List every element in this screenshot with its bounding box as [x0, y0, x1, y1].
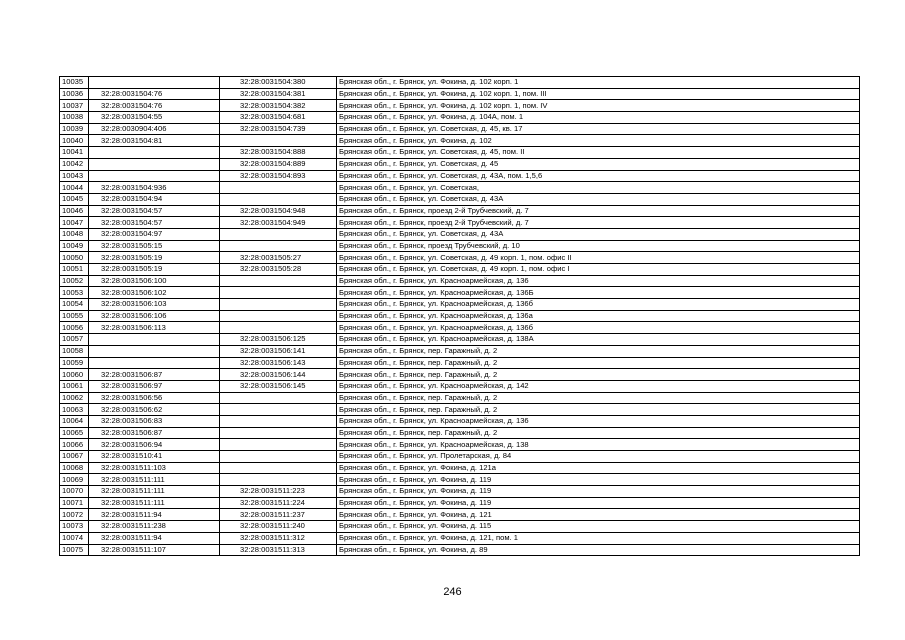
table-row — [60, 77, 860, 89]
address-cell: Брянская обл., г. Брянск, ул. Советская, д. 43А — [337, 228, 860, 240]
table-row — [60, 521, 860, 533]
parent-cadastral-number-cell: 32:28:0031506:87 — [89, 369, 220, 381]
row-number-cell: 10037 — [60, 100, 89, 112]
parent-cadastral-number-cell: 32:28:0031506:100 — [89, 275, 220, 287]
cadastral-number-cell — [220, 240, 337, 252]
parent-cadastral-number-cell: 32:28:0031511:238 — [89, 521, 220, 533]
cadastral-number-cell: 32:28:0031504:380 — [220, 77, 337, 89]
cadastral-number-cell: 32:28:0031506:125 — [220, 334, 337, 346]
row-number-cell: 10059 — [60, 357, 89, 369]
table-row — [60, 123, 860, 135]
table-row — [60, 404, 860, 416]
address-cell: Брянская обл., г. Брянск, ул. Пролетарская, д. 84 — [337, 451, 860, 463]
cadastral-number-cell: 32:28:0031504:381 — [220, 88, 337, 100]
parent-cadastral-number-cell: 32:28:0031504:57 — [89, 217, 220, 229]
row-number-cell: 10052 — [60, 275, 89, 287]
address-cell: Брянская обл., г. Брянск, ул. Советская, д. 45, кв. 17 — [337, 123, 860, 135]
cadastral-number-cell: 32:28:0031506:145 — [220, 380, 337, 392]
address-cell: Брянская обл., г. Брянск, ул. Фокина, д. 102 корп. 1, пом. IV — [337, 100, 860, 112]
table-row — [60, 357, 860, 369]
parent-cadastral-number-cell — [89, 147, 220, 159]
table-row — [60, 205, 860, 217]
address-cell: Брянская обл., г. Брянск, пер. Гаражный, д. 2 — [337, 357, 860, 369]
cadastral-number-cell: 32:28:0031511:237 — [220, 509, 337, 521]
address-cell: Брянская обл., г. Брянск, ул. Фокина, д. 102 корп. 1 — [337, 77, 860, 89]
parent-cadastral-number-cell: 32:28:0031504:76 — [89, 88, 220, 100]
row-number-cell: 10074 — [60, 532, 89, 544]
parent-cadastral-number-cell: 32:28:0031511:111 — [89, 486, 220, 498]
table-row — [60, 264, 860, 276]
parent-cadastral-number-cell: 32:28:0031504:94 — [89, 193, 220, 205]
row-number-cell: 10067 — [60, 451, 89, 463]
address-cell: Брянская обл., г. Брянск, ул. Советская, д. 43А — [337, 193, 860, 205]
address-cell: Брянская обл., г. Брянск, ул. Красноармейская, д. 136а — [337, 310, 860, 322]
row-number-cell: 10042 — [60, 158, 89, 170]
parent-cadastral-number-cell: 32:28:0031504:55 — [89, 112, 220, 124]
row-number-cell: 10047 — [60, 217, 89, 229]
cadastral-number-cell — [220, 322, 337, 334]
parent-cadastral-number-cell: 32:28:0031506:83 — [89, 415, 220, 427]
row-number-cell: 10051 — [60, 264, 89, 276]
table-row — [60, 345, 860, 357]
table-row — [60, 474, 860, 486]
address-cell: Брянская обл., г. Брянск, ул. Фокина, д. 102 — [337, 135, 860, 147]
parent-cadastral-number-cell: 32:28:0031511:111 — [89, 497, 220, 509]
row-number-cell: 10044 — [60, 182, 89, 194]
address-cell: Брянская обл., г. Брянск, ул. Красноармейская, д. 138 — [337, 439, 860, 451]
address-cell: Брянская обл., г. Брянск, проезд 2-й Трубчевский, д. 7 — [337, 205, 860, 217]
row-number-cell: 10063 — [60, 404, 89, 416]
table-row — [60, 228, 860, 240]
parent-cadastral-number-cell — [89, 77, 220, 89]
row-number-cell: 10062 — [60, 392, 89, 404]
table-row — [60, 310, 860, 322]
address-cell: Брянская обл., г. Брянск, ул. Красноармейская, д. 136 — [337, 275, 860, 287]
address-cell: Брянская обл., г. Брянск, ул. Советская, д. 49 корп. 1, пом. офис II — [337, 252, 860, 264]
cadastral-number-cell: 32:28:0031504:889 — [220, 158, 337, 170]
parent-cadastral-number-cell: 32:28:0031506:62 — [89, 404, 220, 416]
table-row — [60, 252, 860, 264]
row-number-cell: 10068 — [60, 462, 89, 474]
table-row — [60, 439, 860, 451]
cadastral-number-cell: 32:28:0031506:143 — [220, 357, 337, 369]
row-number-cell: 10071 — [60, 497, 89, 509]
address-cell: Брянская обл., г. Брянск, ул. Фокина, д. 121 — [337, 509, 860, 521]
cadastral-number-cell — [220, 427, 337, 439]
table-row — [60, 322, 860, 334]
address-cell: Брянская обл., г. Брянск, ул. Красноармейская, д. 136Б — [337, 287, 860, 299]
address-cell: Брянская обл., г. Брянск, ул. Фокина, д. 102 корп. 1, пом. III — [337, 88, 860, 100]
cadastral-number-cell: 32:28:0031506:141 — [220, 345, 337, 357]
row-number-cell: 10070 — [60, 486, 89, 498]
table-row — [60, 275, 860, 287]
parent-cadastral-number-cell: 32:28:0031511:94 — [89, 532, 220, 544]
parent-cadastral-number-cell: 32:28:0031506:97 — [89, 380, 220, 392]
row-number-cell: 10058 — [60, 345, 89, 357]
table-row — [60, 509, 860, 521]
cadastral-number-cell: 32:28:0031511:223 — [220, 486, 337, 498]
row-number-cell: 10036 — [60, 88, 89, 100]
cadastral-number-cell: 32:28:0031511:313 — [220, 544, 337, 556]
row-number-cell: 10065 — [60, 427, 89, 439]
table-row — [60, 415, 860, 427]
cadastral-number-cell: 32:28:0031504:893 — [220, 170, 337, 182]
address-cell: Брянская обл., г. Брянск, ул. Красноармейская, д. 142 — [337, 380, 860, 392]
row-number-cell: 10035 — [60, 77, 89, 89]
parent-cadastral-number-cell: 32:28:0031511:94 — [89, 509, 220, 521]
parent-cadastral-number-cell: 32:28:0031504:57 — [89, 205, 220, 217]
cadastral-number-cell — [220, 182, 337, 194]
cadastral-number-cell — [220, 462, 337, 474]
row-number-cell: 10064 — [60, 415, 89, 427]
address-cell: Брянская обл., г. Брянск, пер. Гаражный, д. 2 — [337, 345, 860, 357]
cadastral-number-cell: 32:28:0031504:382 — [220, 100, 337, 112]
address-cell: Брянская обл., г. Брянск, ул. Фокина, д. 121а — [337, 462, 860, 474]
row-number-cell: 10075 — [60, 544, 89, 556]
address-cell: Брянская обл., г. Брянск, ул. Фокина, д. 104А, пом. 1 — [337, 112, 860, 124]
parent-cadastral-number-cell: 32:28:0031504:97 — [89, 228, 220, 240]
cadastral-number-cell: 32:28:0031505:28 — [220, 264, 337, 276]
table-row — [60, 462, 860, 474]
table-row — [60, 486, 860, 498]
table-row — [60, 217, 860, 229]
parent-cadastral-number-cell: 32:28:0031506:87 — [89, 427, 220, 439]
table-row — [60, 287, 860, 299]
address-cell: Брянская обл., г. Брянск, пер. Гаражный, д. 2 — [337, 427, 860, 439]
row-number-cell: 10056 — [60, 322, 89, 334]
row-number-cell: 10060 — [60, 369, 89, 381]
table-row — [60, 170, 860, 182]
cadastral-number-cell — [220, 228, 337, 240]
cadastral-number-cell: 32:28:0031511:224 — [220, 497, 337, 509]
table-row — [60, 135, 860, 147]
row-number-cell: 10054 — [60, 299, 89, 311]
address-cell: Брянская обл., г. Брянск, ул. Советская, д. 49 корп. 1, пом. офис I — [337, 264, 860, 276]
row-number-cell: 10048 — [60, 228, 89, 240]
table-row — [60, 299, 860, 311]
cadastral-number-cell — [220, 310, 337, 322]
table-row — [60, 451, 860, 463]
table-row — [60, 497, 860, 509]
cadastral-number-cell: 32:28:0031504:681 — [220, 112, 337, 124]
parent-cadastral-number-cell — [89, 357, 220, 369]
row-number-cell: 10041 — [60, 147, 89, 159]
table-row — [60, 334, 860, 346]
address-cell: Брянская обл., г. Брянск, ул. Советская, — [337, 182, 860, 194]
address-cell: Брянская обл., г. Брянск, проезд 2-й Трубчевский, д. 7 — [337, 217, 860, 229]
table-row — [60, 88, 860, 100]
row-number-cell: 10046 — [60, 205, 89, 217]
cadastral-number-cell: 32:28:0031505:27 — [220, 252, 337, 264]
cadastral-number-cell: 32:28:0031511:312 — [220, 532, 337, 544]
address-cell: Брянская обл., г. Брянск, ул. Фокина, д. 89 — [337, 544, 860, 556]
row-number-cell: 10050 — [60, 252, 89, 264]
table-row — [60, 532, 860, 544]
table-row — [60, 193, 860, 205]
table-row — [60, 544, 860, 556]
table-row — [60, 158, 860, 170]
cadastral-number-cell — [220, 287, 337, 299]
row-number-cell: 10053 — [60, 287, 89, 299]
row-number-cell: 10061 — [60, 380, 89, 392]
table-row — [60, 182, 860, 194]
parent-cadastral-number-cell: 32:28:0031505:19 — [89, 252, 220, 264]
parent-cadastral-number-cell: 32:28:0031505:15 — [89, 240, 220, 252]
cadastral-number-cell — [220, 135, 337, 147]
cadastral-table — [59, 76, 860, 556]
row-number-cell: 10066 — [60, 439, 89, 451]
cadastral-number-cell — [220, 474, 337, 486]
address-cell: Брянская обл., г. Брянск, ул. Советская, д. 45, пом. II — [337, 147, 860, 159]
cadastral-number-cell — [220, 299, 337, 311]
parent-cadastral-number-cell: 32:28:0031504:936 — [89, 182, 220, 194]
cadastral-number-cell — [220, 439, 337, 451]
address-cell: Брянская обл., г. Брянск, ул. Советская, д. 43А, пом. 1,5,6 — [337, 170, 860, 182]
row-number-cell: 10038 — [60, 112, 89, 124]
parent-cadastral-number-cell: 32:28:0031506:102 — [89, 287, 220, 299]
table-row — [60, 369, 860, 381]
row-number-cell: 10049 — [60, 240, 89, 252]
cadastral-number-cell: 32:28:0031504:739 — [220, 123, 337, 135]
row-number-cell: 10069 — [60, 474, 89, 486]
cadastral-number-cell — [220, 275, 337, 287]
page-number: 246 — [443, 586, 462, 598]
address-cell: Брянская обл., г. Брянск, ул. Фокина, д. 119 — [337, 486, 860, 498]
address-cell: Брянская обл., г. Брянск, пер. Гаражный, д. 2 — [337, 369, 860, 381]
cadastral-number-cell — [220, 193, 337, 205]
cadastral-number-cell — [220, 392, 337, 404]
address-cell: Брянская обл., г. Брянск, ул. Советская, д. 45 — [337, 158, 860, 170]
address-cell: Брянская обл., г. Брянск, ул. Красноармейская, д. 136б — [337, 299, 860, 311]
parent-cadastral-number-cell: 32:28:0031511:107 — [89, 544, 220, 556]
address-cell: Брянская обл., г. Брянск, ул. Фокина, д. 119 — [337, 497, 860, 509]
address-cell: Брянская обл., г. Брянск, ул. Красноармейская, д. 136б — [337, 322, 860, 334]
table-row — [60, 380, 860, 392]
parent-cadastral-number-cell: 32:28:0031511:111 — [89, 474, 220, 486]
parent-cadastral-number-cell: 32:28:0031506:94 — [89, 439, 220, 451]
address-cell: Брянская обл., г. Брянск, ул. Фокина, д. 115 — [337, 521, 860, 533]
cadastral-number-cell: 32:28:0031506:144 — [220, 369, 337, 381]
cadastral-number-cell — [220, 415, 337, 427]
cadastral-number-cell: 32:28:0031504:948 — [220, 205, 337, 217]
table-row — [60, 100, 860, 112]
table-body — [60, 77, 860, 556]
parent-cadastral-number-cell: 32:28:0031506:113 — [89, 322, 220, 334]
parent-cadastral-number-cell — [89, 170, 220, 182]
address-cell: Брянская обл., г. Брянск, пер. Гаражный, д. 2 — [337, 404, 860, 416]
table-row — [60, 147, 860, 159]
row-number-cell: 10045 — [60, 193, 89, 205]
address-cell: Брянская обл., г. Брянск, проезд Трубчевский, д. 10 — [337, 240, 860, 252]
cadastral-number-cell: 32:28:0031511:240 — [220, 521, 337, 533]
row-number-cell: 10039 — [60, 123, 89, 135]
cadastral-number-cell — [220, 451, 337, 463]
parent-cadastral-number-cell — [89, 345, 220, 357]
parent-cadastral-number-cell: 32:28:0031504:81 — [89, 135, 220, 147]
row-number-cell: 10057 — [60, 334, 89, 346]
parent-cadastral-number-cell: 32:28:0031511:103 — [89, 462, 220, 474]
parent-cadastral-number-cell: 32:28:0031505:19 — [89, 264, 220, 276]
table-row — [60, 392, 860, 404]
cadastral-number-cell — [220, 404, 337, 416]
parent-cadastral-number-cell — [89, 158, 220, 170]
row-number-cell: 10073 — [60, 521, 89, 533]
parent-cadastral-number-cell: 32:28:0030904:406 — [89, 123, 220, 135]
row-number-cell: 10040 — [60, 135, 89, 147]
parent-cadastral-number-cell: 32:28:0031510:41 — [89, 451, 220, 463]
parent-cadastral-number-cell: 32:28:0031506:106 — [89, 310, 220, 322]
address-cell: Брянская обл., г. Брянск, ул. Фокина, д. 121, пом. 1 — [337, 532, 860, 544]
parent-cadastral-number-cell: 32:28:0031504:76 — [89, 100, 220, 112]
row-number-cell: 10055 — [60, 310, 89, 322]
row-number-cell: 10043 — [60, 170, 89, 182]
table-row — [60, 240, 860, 252]
parent-cadastral-number-cell: 32:28:0031506:56 — [89, 392, 220, 404]
table-row — [60, 427, 860, 439]
parent-cadastral-number-cell — [89, 334, 220, 346]
parent-cadastral-number-cell: 32:28:0031506:103 — [89, 299, 220, 311]
address-cell: Брянская обл., г. Брянск, пер. Гаражный, д. 2 — [337, 392, 860, 404]
row-number-cell: 10072 — [60, 509, 89, 521]
address-cell: Брянская обл., г. Брянск, ул. Красноармейская, д. 136 — [337, 415, 860, 427]
cadastral-number-cell: 32:28:0031504:949 — [220, 217, 337, 229]
cadastral-number-cell: 32:28:0031504:888 — [220, 147, 337, 159]
address-cell: Брянская обл., г. Брянск, ул. Красноармейская, д. 138А — [337, 334, 860, 346]
address-cell: Брянская обл., г. Брянск, ул. Фокина, д. 119 — [337, 474, 860, 486]
table-row — [60, 112, 860, 124]
